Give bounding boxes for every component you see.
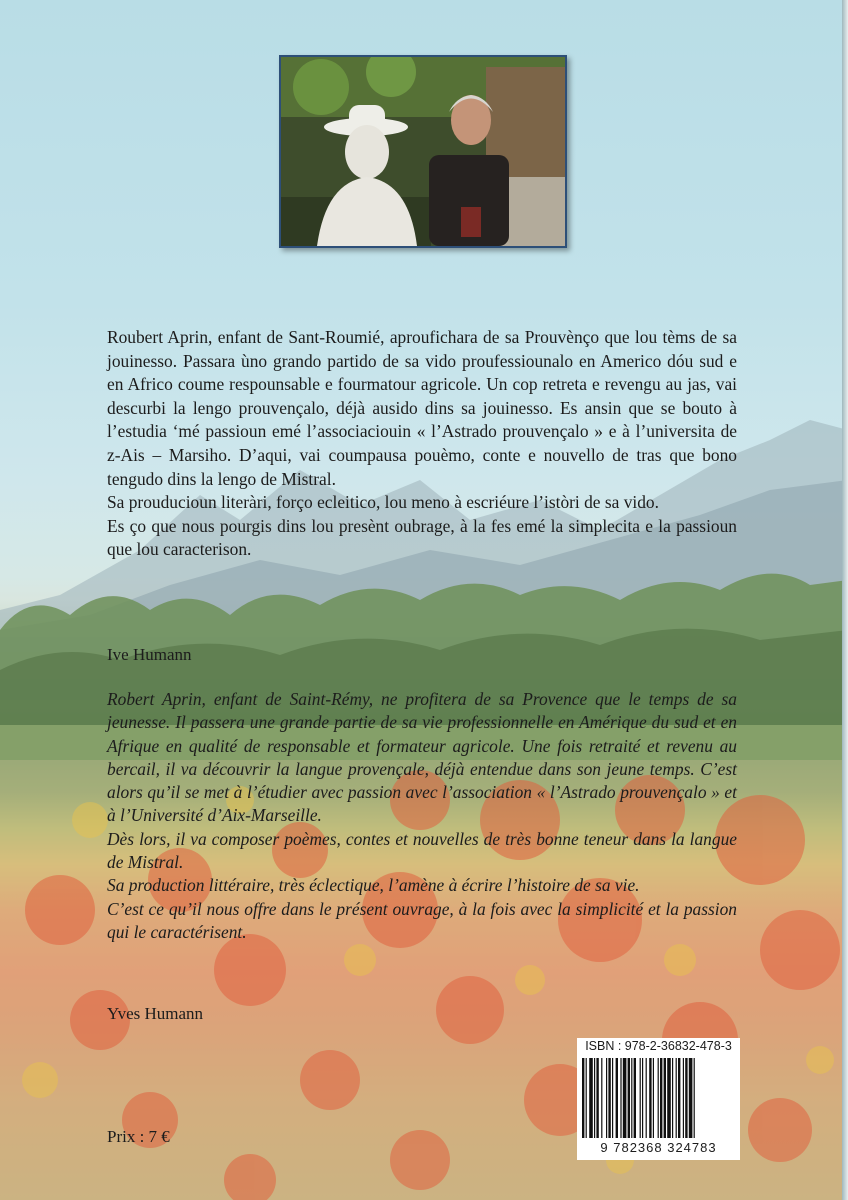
cover-edge: [842, 0, 848, 1200]
occitan-paragraph: Roubert Aprin, enfant de Sant-Roumié, aproufichara de sa Prouvènço que lou tèms de sa jouinesso. Passara ùno grando partido de sa vido proufessiounalo en Americo dóu sud e en Africo coume respounsable e fourmatour agricole. Un cop retreta e revengu au jas, vai descurbi la lengo prouvençalo, déjà ausido dins sa jouinesso. Es ansin que se bouto à l’estudia ‘mé passioun emé l’associaciouin « l’Astrado prouvençalo » e à l’universita de z-Ais – Marsiho. D’aqui, vai coumpausa pouèmo, conte e nouvello de tras que bono tengudo dins la lengo de Mistral.: [107, 327, 737, 489]
french-description: [107, 688, 737, 944]
french-paragraph: C’est ce qu’il nous offre dans le présent ouvrage, à la fois avec la simplicité et la passion qui le caractérisent.: [107, 898, 737, 942]
author-photo: [279, 55, 567, 248]
occitan-paragraph: Sa prouducioun literàri, forço ecleitico, lou meno à escriéure l’istòri de sa vido.: [107, 492, 659, 513]
french-paragraph: Sa production littéraire, très éclectique, l’amène à écrire l’histoire de sa vie.: [107, 875, 640, 896]
french-paragraph: Robert Aprin, enfant de Saint-Rémy, ne profitera de sa Provence que le temps de sa jeunesse. Il passera une grande partie de sa vie professionnelle en Amérique du sud et en Afrique en qualité de responsable et formateur agricole. Une fois retraité et revenu au bercail, il va découvrir la langue provençale, déjà entendue dans son jeune temps. C’est alors qu’il se met à l’étudier avec passion avec l’association « l’Astrado prouvençalo » et à l’Université d’Aix-Marseille.: [107, 689, 737, 826]
barcode-bars: [582, 1058, 735, 1138]
isbn-text: ISBN : 978-2-36832-478-3: [585, 1039, 732, 1053]
isbn-barcode: [577, 1038, 740, 1160]
barcode-digits: 9 782368 324783: [600, 1140, 717, 1155]
french-paragraph: Dès lors, il va composer poèmes, contes et nouvelles de très bonne teneur dans la langue de Mistral.: [107, 828, 737, 873]
french-signature: Yves Humann: [107, 1004, 204, 1023]
occitan-description: [107, 326, 737, 562]
price-label: Prix : 7 €: [107, 1127, 170, 1146]
occitan-signature: Ive Humann: [107, 645, 192, 664]
occitan-paragraph: Es ço que nous pourgis dins lou presènt oubrage, à la fes emé la simplecita e la passioun que lou caracterison.: [107, 515, 737, 560]
